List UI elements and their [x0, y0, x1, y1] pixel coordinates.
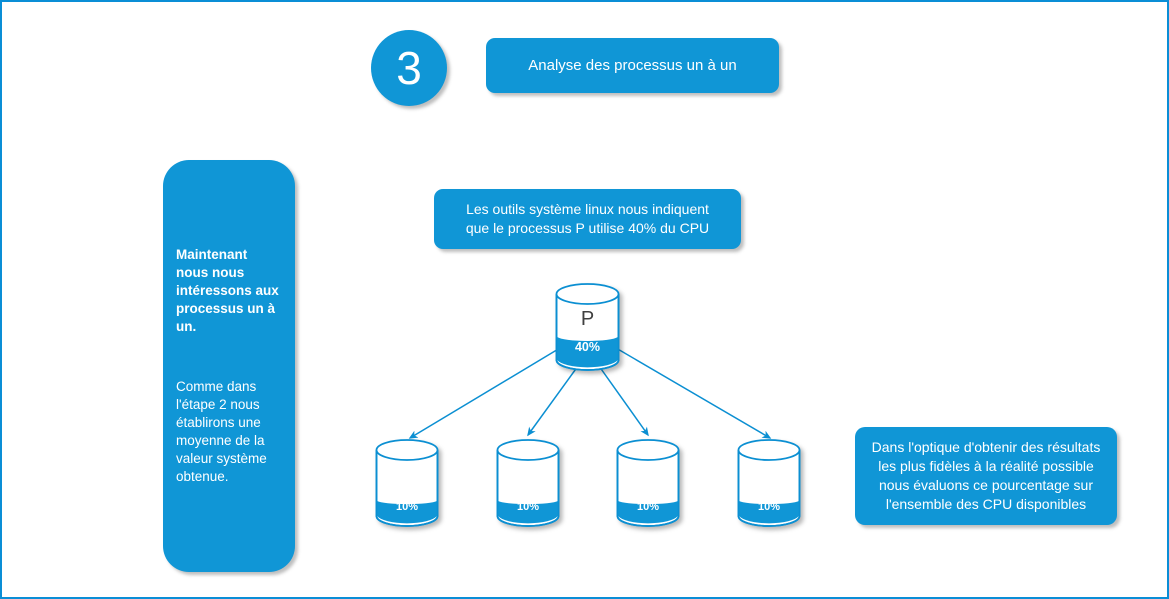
- left-note: [163, 160, 295, 572]
- left-note-paragraph-1: Maintenant nous nous intéressons aux processus un à un.: [176, 247, 279, 334]
- title-banner: [486, 38, 779, 93]
- cylinder-icon: [737, 439, 801, 527]
- cpu-cylinder-3: [616, 439, 680, 527]
- cylinder-icon: [496, 439, 560, 527]
- left-note-paragraph-2: Comme dans l'étape 2 nous établirons une moyenne de la valeur système obtenue.: [176, 379, 267, 484]
- info-box: [434, 189, 741, 249]
- cpu-cylinder-2: [496, 439, 560, 527]
- cylinder-icon: [375, 439, 439, 527]
- cylinder-icon: [616, 439, 680, 527]
- step-number: 3: [396, 42, 422, 94]
- cpu-usage-label: 10%: [395, 501, 419, 513]
- step-number-badge: [371, 30, 447, 106]
- process-cylinder: [555, 283, 620, 371]
- cpu-usage-label: 10%: [636, 501, 660, 513]
- right-note: [855, 427, 1117, 525]
- arrow-to-cpu-3: [599, 366, 648, 435]
- arrow-to-cpu-2: [528, 366, 578, 435]
- cpu-usage-label: 10%: [757, 501, 781, 513]
- cpu-cylinder-1: [375, 439, 439, 527]
- process-usage-badge: 40%: [574, 340, 601, 354]
- info-box-text: Les outils système linux nous indiquent que le processus P utilise 40% du CPU: [465, 201, 710, 236]
- arrow-to-cpu-1: [410, 348, 560, 438]
- cpu-usage-label: 10%: [516, 501, 540, 513]
- title-text: Analyse des processus un à un: [528, 57, 737, 74]
- right-note-text: Dans l'optique d'obtenir des résultats les plus fidèles à la réalité possible nous évaluons ce pourcentage sur l'ensemble des CPU disponibles: [871, 439, 1101, 512]
- process-label: P: [580, 308, 595, 330]
- arrow-to-cpu-4: [616, 348, 770, 438]
- cpu-cylinder-4: [737, 439, 801, 527]
